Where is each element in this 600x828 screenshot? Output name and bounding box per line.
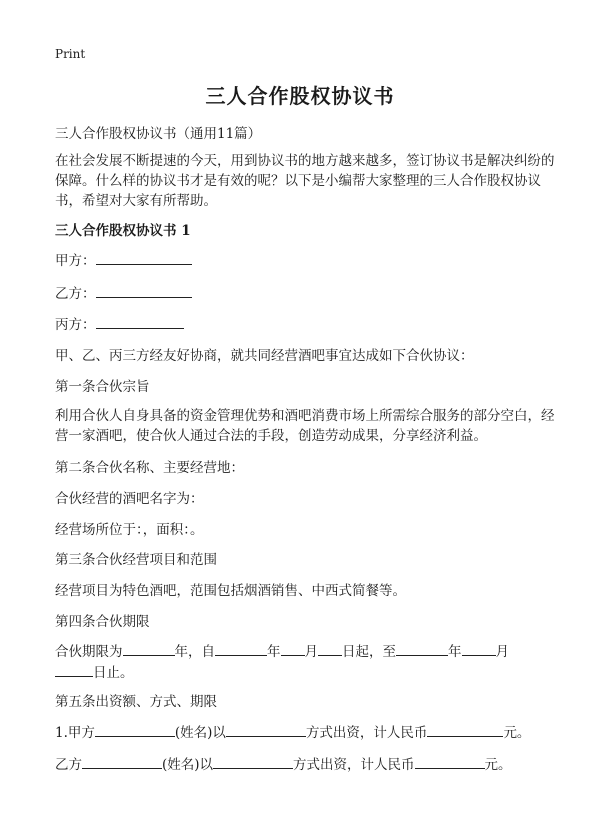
agreement-statement: 甲、乙、丙三方经友好协商，就共同经营酒吧事宜达成如下合伙协议： bbox=[55, 348, 474, 364]
term-text-1: 合伙期限为 bbox=[55, 644, 123, 660]
term-text-6: 年 bbox=[448, 644, 462, 660]
term-text-4: 月 bbox=[304, 644, 318, 660]
print-link[interactable]: Print bbox=[55, 47, 86, 61]
contrib-b-text-4: 元。 bbox=[484, 757, 512, 773]
party-c-line bbox=[55, 313, 184, 333]
contrib-b-text-2: (姓名)以 bbox=[162, 757, 214, 773]
contrib-a-text-3: 方式出资，计人民币 bbox=[305, 725, 428, 741]
party-a-label: 甲方： bbox=[55, 253, 96, 269]
contrib-b-name-blank bbox=[82, 754, 162, 769]
start-day-blank bbox=[318, 641, 342, 656]
intro-paragraph: 在社会发展不断提速的今天，用到协议书的地方越来越多，签订协议书是解决纠纷的保障。什么样的协议书才是有效的呢？以下是小编帮大家整理的三人合作股权协议书，希望对大家有所帮助。 bbox=[55, 153, 555, 209]
contrib-a-method-blank bbox=[226, 722, 306, 737]
article3-heading: 第三条合伙经营项目和范围 bbox=[55, 552, 217, 568]
party-b-line bbox=[55, 282, 192, 302]
term-text-3: 年 bbox=[267, 644, 281, 660]
term-text-2: 年，自 bbox=[174, 644, 215, 660]
contrib-a-text-1: 1.甲方 bbox=[55, 725, 95, 741]
term-text-5: 日起，至 bbox=[342, 644, 396, 660]
party-a-line bbox=[55, 249, 192, 269]
article1-text: 利用合伙人自身具备的资金管理优势和酒吧消费市场上所需综合服务的部分空白，经营一家酒吧，使合伙人通过合法的手段，创造劳动成果，分享经济利益。 bbox=[55, 408, 555, 444]
party-b-label: 乙方： bbox=[55, 286, 96, 302]
end-day-blank bbox=[55, 662, 93, 677]
contrib-a-name-blank bbox=[95, 722, 175, 737]
article1-heading: 第一条合伙宗旨 bbox=[55, 379, 150, 395]
party-c-blank bbox=[96, 314, 184, 329]
term-text-8: 日止。 bbox=[93, 665, 134, 681]
term-paragraph bbox=[55, 641, 555, 683]
contrib-b-text-1: 乙方 bbox=[55, 757, 82, 773]
document-title: 三人合作股权协议书 bbox=[205, 84, 395, 108]
section-heading: 三人合作股权协议书 1 bbox=[55, 223, 191, 239]
start-month-blank bbox=[281, 641, 305, 656]
bar-name-line: 合伙经营的酒吧名字为： bbox=[55, 491, 204, 507]
term-years-blank bbox=[123, 641, 175, 656]
term-text-7: 月 bbox=[495, 644, 509, 660]
end-year-blank bbox=[396, 641, 448, 656]
location-line: 经营场所位于：，面积：。 bbox=[55, 522, 204, 538]
article2-heading: 第二条合伙名称、主要经营地： bbox=[55, 460, 244, 476]
contrib-b-method-blank bbox=[213, 754, 293, 769]
contrib-a-text-4: 元。 bbox=[503, 725, 531, 741]
end-month-blank bbox=[462, 641, 496, 656]
start-year-blank bbox=[215, 641, 267, 656]
contrib-b-text-3: 方式出资，计人民币 bbox=[293, 757, 415, 773]
contrib-a-amount-blank bbox=[427, 722, 503, 737]
article5-heading: 第五条出资额、方式、期限 bbox=[55, 694, 217, 710]
party-a-blank bbox=[96, 250, 192, 265]
contrib-a-text-2: (姓名)以 bbox=[174, 725, 226, 741]
contribution-a-line bbox=[55, 721, 530, 741]
party-c-label: 丙方： bbox=[55, 317, 96, 333]
party-b-blank bbox=[96, 283, 192, 298]
article3-text: 经营项目为特色酒吧，范围包括烟酒销售、中西式简餐等。 bbox=[55, 583, 406, 599]
article4-heading: 第四条合伙期限 bbox=[55, 614, 150, 630]
contribution-b-line bbox=[55, 753, 512, 773]
document-subtitle: 三人合作股权协议书（通用11篇） bbox=[55, 126, 262, 142]
contrib-b-amount-blank bbox=[415, 754, 485, 769]
